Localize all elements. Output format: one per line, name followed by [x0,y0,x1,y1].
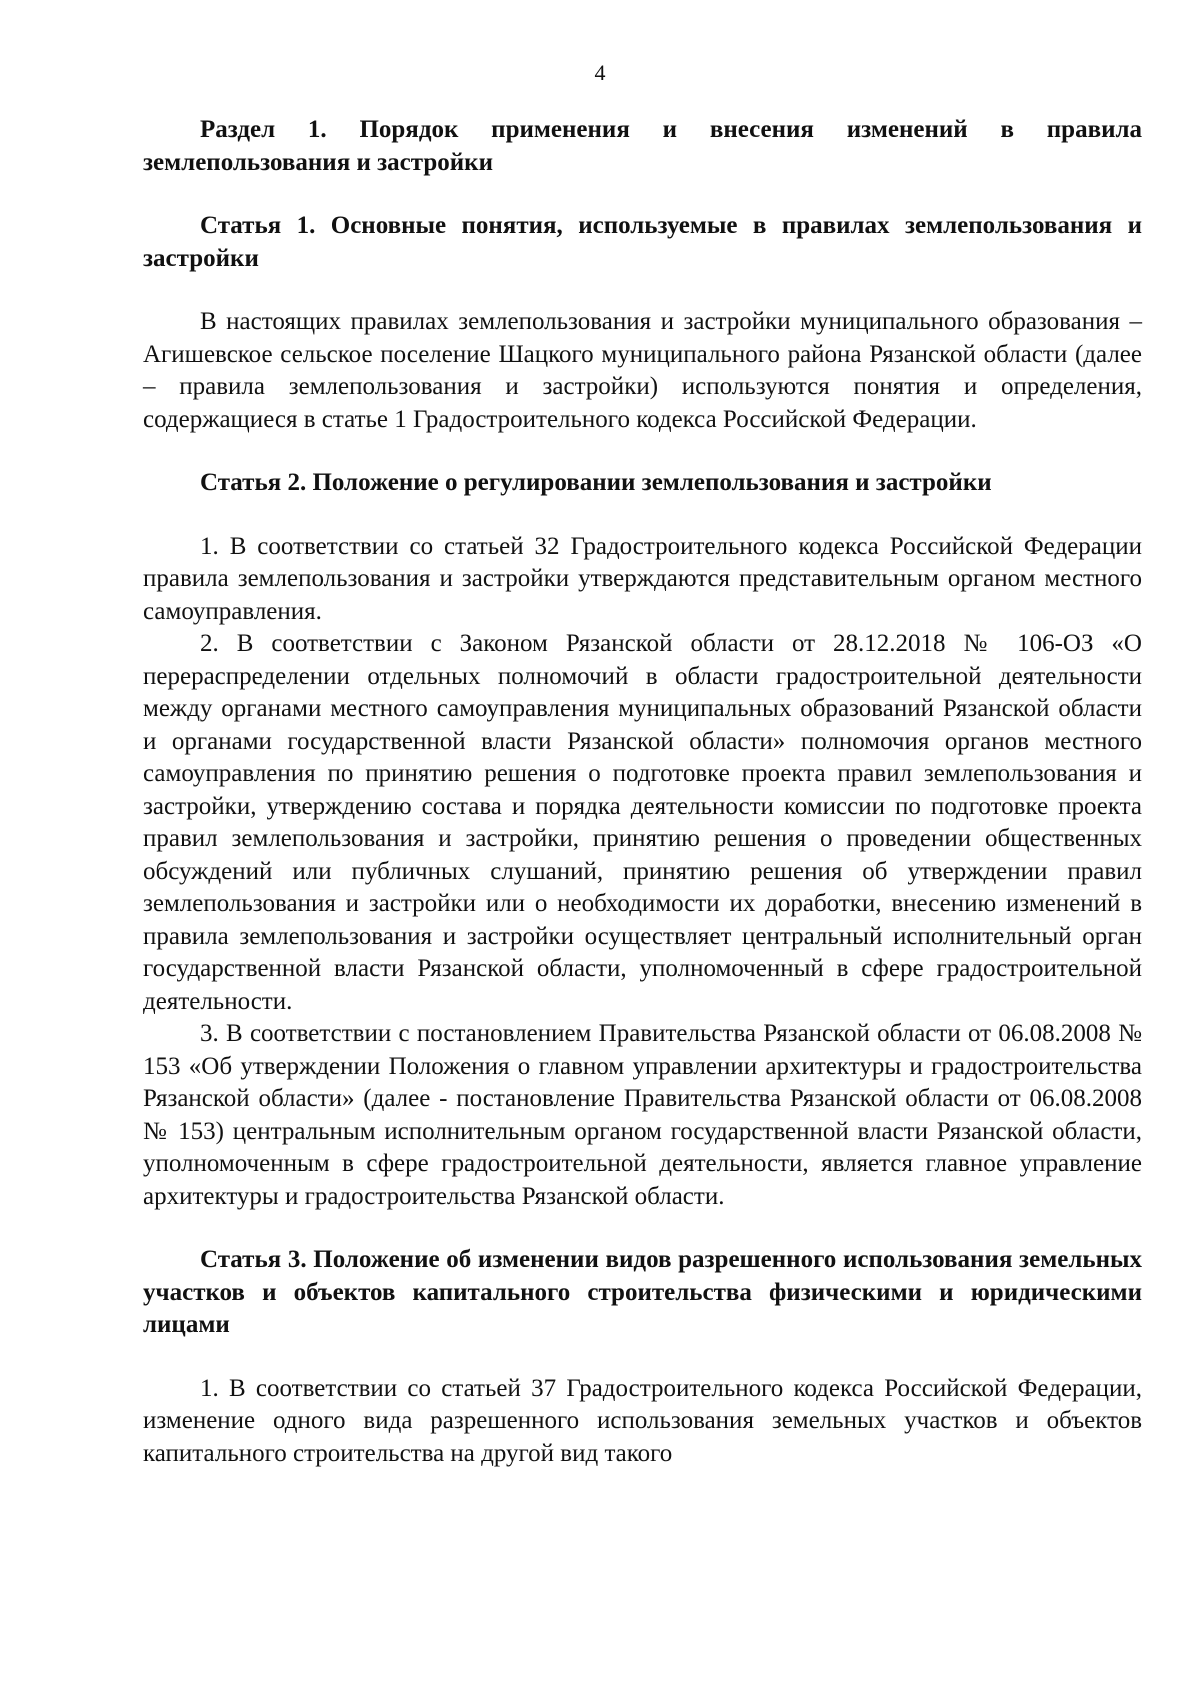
spacer [143,179,1142,210]
spacer [143,1213,1142,1244]
article-2-paragraph-3: 3. В соответствии с постановлением Правительства Рязанской области от 06.08.2008 № 153 «Об утверждении Положения о главном управлении архитектуры и градостроительства Рязанской области» (далее - постановление Правительства Рязанской области от 06.08.2008 № 153) центральным исполнительным органом государственной власти Рязанской области, уполномоченным в сфере градостроительной деятельности, является главное управление архитектуры и градостроительства Рязанской области. [143,1020,1142,1210]
article-1-paragraph-1: В настоящих правилах землепользования и застройки муниципального образования – Агишевское сельское поселение Шацкого муниципального района Рязанской области (далее – правила землепользования и застройки) используются понятия и определения, содержащиеся в статье 1 Градостроительного кодекса Российской Федерации. [143,308,1142,433]
spacer [143,275,1142,306]
article-2-paragraph-2: 2. В соответствии с Законом Рязанской области от 28.12.2018 № 106-ОЗ «О перераспределении отдельных полномочий в области градостроительной деятельности между органами местного самоуправления муниципальных образований Рязанской области и органами государственной власти Рязанской области» полномочия органов местного самоуправления по принятию решения о подготовке проекта правил землепользования и застройки, утверждению состава и порядка деятельности комиссии по подготовке проекта правил землепользования и застройки, принятию решения о проведении общественных обсуждений или публичных слушаний, принятию решения об утверждении правил землепользования и застройки или о необходимости их доработки, внесению изменений в правила землепользования и застройки осуществляет центральный исполнительный орган государственной власти Рязанской области, уполномоченный в сфере градостроительной деятельности. [143,630,1142,1015]
article-1-title: Статья 1. Основные понятия, используемые в правилах землепользования и застройки [143,212,1142,272]
article-3-title: Статья 3. Положение об изменении видов разрешенного использования земельных участков и объектов капитального строительства физическими и юридическими лицами [143,1246,1142,1338]
section-title: Раздел 1. Порядок применения и внесения изменений в правила землепользования и застройки [143,116,1142,176]
spacer [143,500,1142,531]
article-2-title: Статья 2. Положение о регулировании землепользования и застройки [200,469,992,496]
spacer [143,1342,1142,1373]
spacer [143,436,1142,467]
document-body [143,114,1142,1470]
page-number: 4 [594,60,606,85]
article-2-paragraph-1: 1. В соответствии со статьей 32 Градостроительного кодекса Российской Федерации правила землепользования и застройки утверждаются представительным органом местного самоуправления. [143,532,1142,625]
article-3-paragraph-1: 1. В соответствии со статьей 37 Градостроительного кодекса Российской Федерации, изменение одного вида разрешенного использования земельных участков и объектов капитального строительства на другой вид такого [143,1374,1142,1467]
